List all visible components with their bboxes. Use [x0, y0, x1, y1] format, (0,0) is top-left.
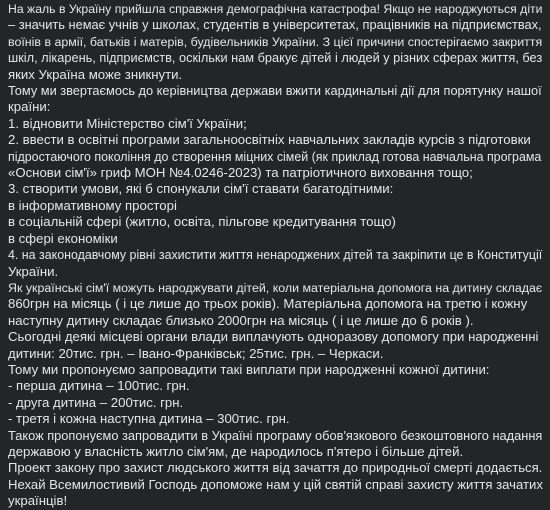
post-line: - перша дитина – 100тис. грн.: [8, 378, 190, 394]
post-line: Проект закону про захист людського життя від зачаття до природньої смерті додається.: [8, 460, 543, 476]
post-line: українців!: [8, 493, 68, 509]
post-line: в соціальній сфері (житло, освіта, пільгове кредитування тощо): [8, 214, 396, 230]
post-line: «Основи сім'ї» гриф МОН №4.0246-2023) та патріотичного виховання тощо;: [8, 165, 473, 181]
post-line: воїнів в армії, батьків і матерів, будівельників України. З цієї причини спостерігаємо закриття: [8, 34, 543, 49]
post-line: України.: [8, 263, 59, 279]
post-line: дитини: 20тис. грн. – Івано-Франківськ; 25тис. грн. – Черкаси.: [8, 345, 384, 361]
post-line: 860грн на місяць ( і це лише до трьох років). Матеріальна допомога на третю і кожну: [8, 296, 528, 312]
post-line: 4. на законодавчому рівні захистити життя ненароджених дітей та закріпити це в Конституції: [8, 248, 543, 263]
post-line: Сьогодні деякі місцеві органи влади виплачують одноразову допомогу при народженні: [8, 329, 539, 345]
post-line: - третя і кожна наступна дитина – 300тис. грн.: [8, 411, 290, 427]
post-line: яких Україна може зникнути.: [8, 66, 183, 82]
post-line: Тому ми пропонуємо запровадити такі виплати при народженні кожної дитини:: [8, 361, 490, 377]
post-line: країни:: [8, 99, 51, 115]
post-line: Як українські сім'ї можуть народжувати дітей, коли матеріальна допомога на дитину складає: [8, 280, 543, 295]
post-line: - друга дитина – 200тис. грн.: [8, 394, 184, 410]
post-line: в сфері економіки: [8, 230, 118, 246]
post-line: в інформативному просторі: [8, 197, 177, 213]
post-line: 2. ввести в освітні програми загальноосвітніх навчальних закладів курсів з підготовки: [8, 132, 531, 148]
post-line: державою у власність житло сім'ям, де народилось п'ятеро і більше дітей.: [8, 443, 464, 459]
post-line: Також пропонуємо запровадити в Україні програму обов'язкового безкоштовного надання: [8, 427, 543, 443]
post-line: Тому ми звертаємось до керівництва держави вжити кардинальні дії для порятунку нашої: [8, 83, 542, 99]
post-line: наступну дитину складає близько 2000грн на місяць ( і це лише до 6 років ).: [8, 312, 474, 328]
post-line: Нехай Всемилостивий Господь допоможе нам у цій святій справі захисту життя зачатих: [8, 476, 543, 492]
post-line: 3. створити умови, які б спонукали сім'ї ставати багатодітними:: [8, 181, 394, 197]
post-line: На жаль в Україну прийшла справжня демографічна катастрофа! Якщо не народжуються діти: [8, 2, 543, 16]
post-line: 1. відновити Міністерство сім'ї України;: [8, 115, 247, 131]
post-line: підростаючого покоління до створення міцних сімей (як приклад готова навчальна програма: [8, 149, 542, 164]
post-line: – значить немає учнів у школах, студентів в університетах, працівників на підприємствах,: [8, 17, 542, 33]
post-line: шкіл, лікарень, підприємств, оскільки нам бракує дітей і людей у різних сферах життя, без: [8, 50, 543, 66]
